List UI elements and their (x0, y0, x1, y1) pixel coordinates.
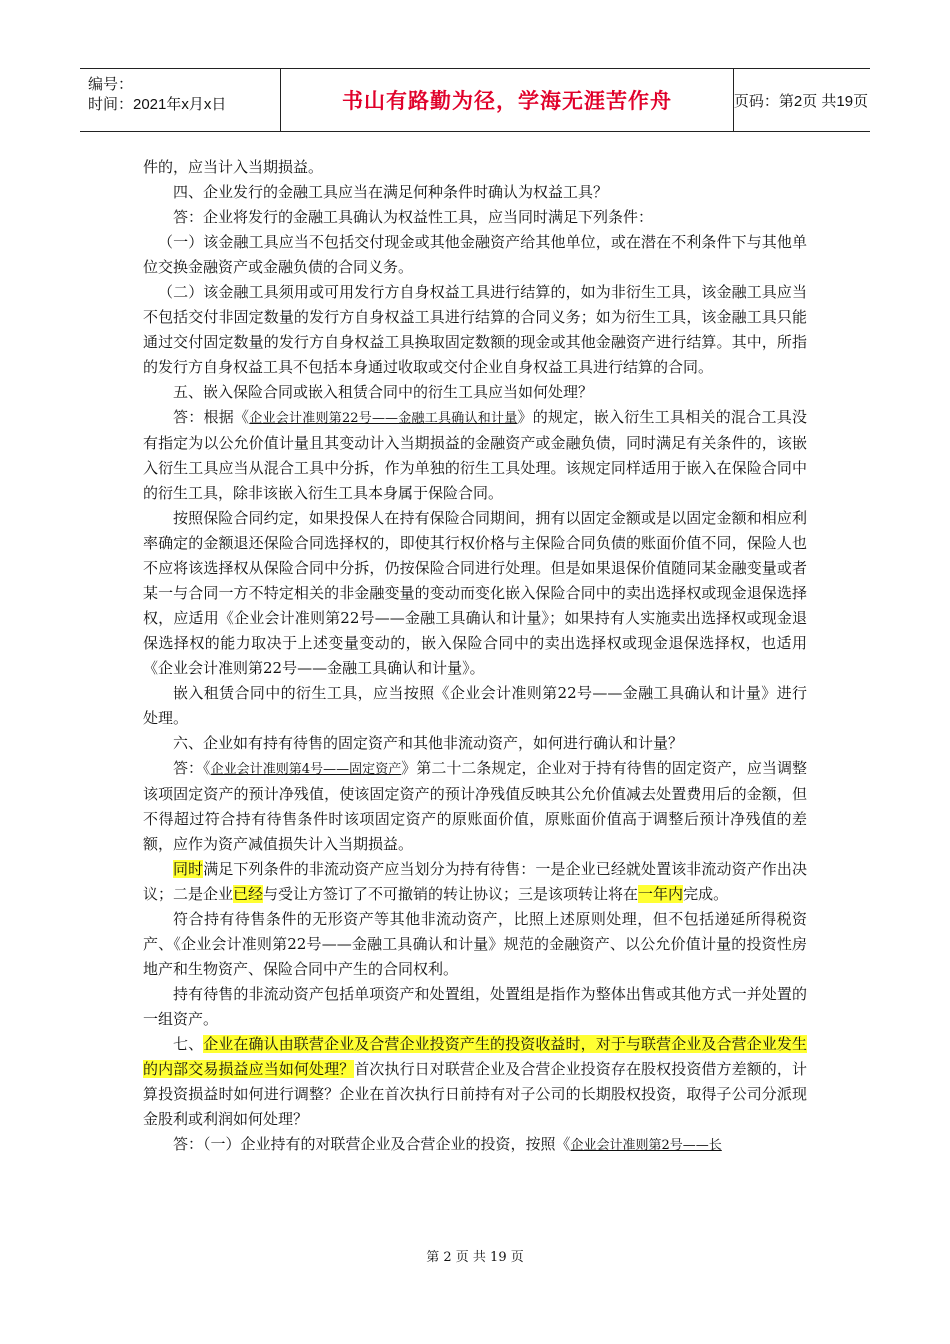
highlight: 同时 (173, 860, 204, 878)
paragraph: （一）该金融工具应当不包括交付现金或其他金融资产给其他单位，或在潜在不利条件下与其他单位交换金融资产或金融负债的合同义务。 (143, 233, 807, 276)
question-heading: 六、企业如有持有待售的固定资产和其他非流动资产，如何进行确认和计量？ (173, 734, 684, 752)
text-run: 》的规定，嵌入衍生工具相关的混合工具没有指定为以公允价值计量且其变动计入当期损益的金融资产或金融负债，同时满足有关条件的，该嵌入衍生工具应当从混合工具中分拆，作为单独的衍生工具处理。该规定同样适用于嵌入在保险合同中的衍生工具，除非该嵌入衍生工具本身属于保险合同。 (143, 408, 807, 502)
page-info: 页码：第2页 共19页 (733, 92, 869, 110)
text-run: 答：（一）企业持有的对联营企业及合营企业的投资，按照《 (173, 1135, 571, 1153)
question-heading (143, 1032, 807, 1132)
standard-reference: 企业会计准则第22号——金融工具确认和计量 (249, 411, 518, 426)
page-footer: 第 2 页 共 19 页 (426, 1250, 524, 1265)
paragraph (143, 756, 807, 857)
paragraph (143, 857, 807, 907)
paragraph: 符合持有待售条件的无形资产等其他非流动资产，比照上述原则处理，但不包括递延所得税资产、《企业会计准则第22号——金融工具确认和计量》规范的金融资产、以公允价值计量的投资性房地产和生物资产、保险合同中产生的合同权利。 (143, 910, 807, 978)
text-run: 》第二十二条规定，企业对于持有待售的固定资产，应当调整该项固定资产的预计净残值，使该固定资产的预计净残值反映其公允价值减去处置费用后的金额，但不得超过符合持有待售条件时该项固定资产的原账面价值，原账面价值高于调整后预计净残值的差额，应作为资产减值损失计入当期损益。 (143, 759, 807, 853)
question-heading: 五、嵌入保险合同或嵌入租赁合同中的衍生工具应当如何处理？ (173, 383, 594, 401)
question-heading: 四、企业发行的金融工具应当在满足何种条件时确认为权益工具？ (173, 183, 609, 201)
text-run: 首次执行日对联营企业及合营企业投资存在股权投资借方差额的，计算投资损益时如何进行调整？企业在首次执行日前持有对子公司的长期股权投资，取得子公司分派现金股利或利润如何处理？ (143, 1060, 807, 1128)
header-left-cell (80, 69, 280, 131)
page-header (80, 68, 870, 132)
text-run: 七、 (173, 1035, 204, 1053)
paragraph: （二）该金融工具须用或可用发行方自身权益工具进行结算的，如为非衍生工具，该金融工具应当不包括交付非固定数量的发行方自身权益工具进行结算的合同义务；如为衍生工具，该金融工具只能通过交付固定数量的发行方自身权益工具换取固定数额的现金或其他金融资产进行结算。其中，所指的发行方自身权益工具不包括本身通过收取或交付企业自身权益工具进行结算的合同。 (143, 283, 807, 376)
paragraph: 持有待售的非流动资产包括单项资产和处置组，处置组是指作为整体出售或其他方式一并处置的一组资产。 (143, 985, 807, 1028)
text-run: 答：《 (173, 759, 211, 777)
highlight: 企业在确认由联营企业及合营企业投资产生的投资收益时，对于与联营企业及合营企业发生的内部交易损益应当如何处理？ (143, 1035, 807, 1078)
highlight: 已经 (233, 885, 264, 903)
document-body (143, 155, 807, 1158)
motto: 书山有路勤为径，学海无涯苦作舟 (342, 90, 672, 113)
code-label: 编号： (88, 76, 134, 93)
highlight: 一年内 (638, 885, 684, 903)
date-label: 时间：2021年x月x日 (88, 96, 227, 113)
text-run: 完成。 (683, 885, 729, 903)
paragraph (143, 1132, 807, 1158)
header-right-cell (732, 69, 870, 131)
paragraph (143, 405, 807, 506)
paragraph: 答：企业将发行的金融工具确认为权益性工具，应当同时满足下列条件： (173, 208, 654, 226)
header-center-cell (280, 69, 734, 131)
text-run: 满足下列条件的非流动资产应当划分为持有待售：一是企业已经就处置该非流动资产作出决议；二是企业 (143, 860, 807, 903)
text-run: 与受让方签订了不可撤销的转让协议；三是该项转让将在 (263, 885, 639, 903)
paragraph: 嵌入租赁合同中的衍生工具，应当按照《企业会计准则第22号——金融工具确认和计量》进行处理。 (143, 684, 807, 727)
paragraph: 件的，应当计入当期损益。 (143, 158, 324, 176)
standard-reference: 企业会计准则第4号——固定资产 (210, 762, 402, 777)
text-run: 答：根据《 (173, 408, 250, 426)
paragraph: 按照保险合同约定，如果投保人在持有保险合同期间，拥有以固定金额或是以固定金额和相应利率确定的金额退还保险合同选择权的，即使其行权价格与主保险合同负债的账面价值不同，保险人也不应将该选择权从保险合同中分拆，仍按保险合同进行处理。但是如果退保价值随同某金融变量或者某一与合同一方不特定相关的非金融变量的变动而变化嵌入保险合同中的卖出选择权或现金退保选择权，应适用《企业会计准则第22号——金融工具确认和计量》；如果持有人实施卖出选择权或现金退保选择权的能力取决于上述变量变动的，嵌入保险合同中的卖出选择权或现金退保选择权，也适用《企业会计准则第22号——金融工具确认和计量》。 (143, 509, 807, 677)
standard-reference: 企业会计准则第2号——长 (570, 1138, 722, 1153)
